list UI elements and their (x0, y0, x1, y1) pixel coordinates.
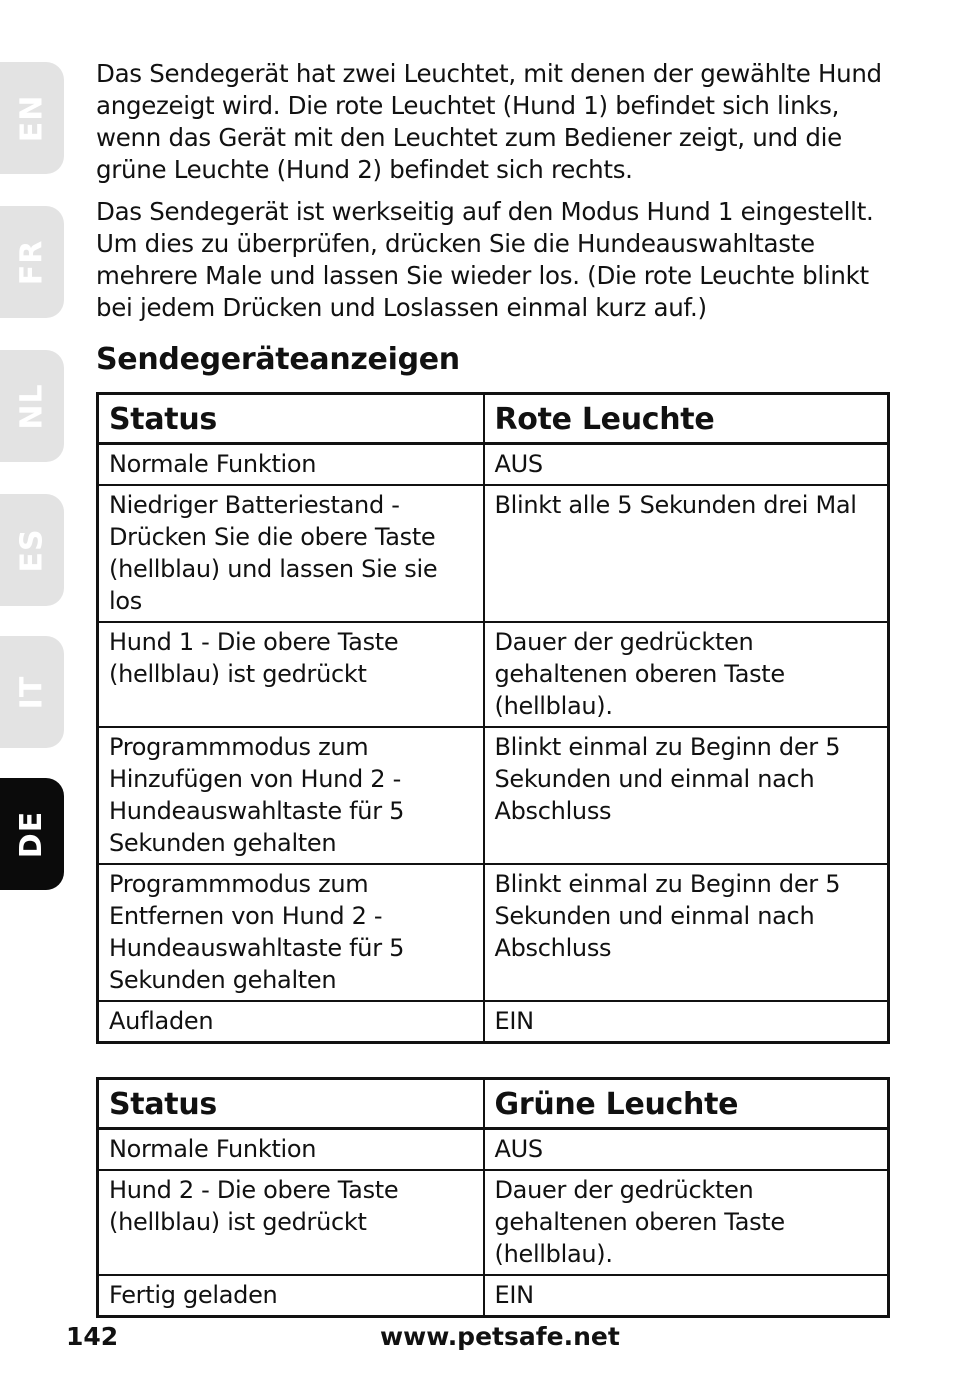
red-light-cell: Blinkt alle 5 Sekunden drei Mal (484, 485, 889, 622)
tab-nl[interactable] (0, 350, 64, 462)
table-row (98, 727, 889, 864)
tab-es[interactable] (0, 494, 64, 606)
status-cell: Normale Funktion (98, 1129, 484, 1171)
tab-en[interactable] (0, 62, 64, 174)
column-header-green-light: Grüne Leuchte (484, 1079, 889, 1129)
tab-de-label: DE (14, 810, 50, 858)
table-row (98, 864, 889, 1001)
status-cell: Programmmodus zum Hinzufügen von Hund 2 - Hundeauswahltaste für 5 Sekunden gehalten (98, 727, 484, 864)
table-row (98, 622, 889, 727)
status-cell: Normale Funktion (98, 444, 484, 486)
default-mode-paragraph: Das Sendegerät ist werkseitig auf den Modus Hund 1 eingestellt. Um dies zu überprüfen, drücken Sie die Hundeauswahltaste mehrere Male und lassen Sie wieder los. (Die rote Leuchte blinkt bei jedem Drücken und Loslassen einmal kurz auf.) (96, 197, 874, 322)
status-cell: Hund 2 - Die obere Taste (hellblau) ist gedrückt (98, 1170, 484, 1275)
green-light-cell: EIN (484, 1275, 889, 1317)
page-number: 142 (66, 1322, 119, 1351)
green-light-cell: AUS (484, 1129, 889, 1171)
table-row (98, 485, 889, 622)
table-header-row (98, 1079, 889, 1129)
table-row (98, 1129, 889, 1171)
table-row (98, 1275, 889, 1317)
red-light-cell: AUS (484, 444, 889, 486)
tab-fr-label: FR (14, 239, 50, 285)
green-light-cell: Dauer der gedrückten gehaltenen oberen Taste (hellblau). (484, 1170, 889, 1275)
red-light-cell: EIN (484, 1001, 889, 1043)
column-header-status: Status (98, 1079, 484, 1129)
footer-url[interactable]: www.petsafe.net (380, 1322, 620, 1351)
red-light-cell: Blinkt einmal zu Beginn der 5 Sekunden und einmal nach Abschluss (484, 864, 889, 1001)
tab-de[interactable] (0, 778, 64, 890)
red-light-cell: Dauer der gedrückten gehaltenen oberen Taste (hellblau). (484, 622, 889, 727)
status-cell: Programmmodus zum Entfernen von Hund 2 - Hundeauswahltaste für 5 Sekunden gehalten (98, 864, 484, 1001)
tab-es-label: ES (14, 527, 50, 573)
red-light-cell: Blinkt einmal zu Beginn der 5 Sekunden und einmal nach Abschluss (484, 727, 889, 864)
table-row (98, 1001, 889, 1043)
status-cell: Niedriger Batteriestand - Drücken Sie die obere Taste (hellblau) und lassen Sie sie los (98, 485, 484, 622)
status-cell: Aufladen (98, 1001, 484, 1043)
table-header-row (98, 394, 889, 444)
table-row (98, 444, 889, 486)
section-title: Sendegeräteanzeigen (96, 342, 460, 377)
tab-en-label: EN (14, 94, 50, 142)
red-light-table (96, 392, 890, 1044)
column-header-status: Status (98, 394, 484, 444)
green-light-table (96, 1077, 890, 1318)
tab-fr[interactable] (0, 206, 64, 318)
status-cell: Fertig geladen (98, 1275, 484, 1317)
column-header-red-light: Rote Leuchte (484, 394, 889, 444)
tab-it-label: IT (14, 675, 50, 709)
status-cell: Hund 1 - Die obere Taste (hellblau) ist gedrückt (98, 622, 484, 727)
tab-nl-label: NL (14, 382, 50, 430)
table-row (98, 1170, 889, 1275)
intro-paragraph: Das Sendegerät hat zwei Leuchtet, mit denen der gewählte Hund angezeigt wird. Die rote Leuchtet (Hund 1) befindet sich links, wenn das Gerät mit den Leuchtet zum Bediener zeigt, und die grüne Leuchte (Hund 2) befindet sich rechts. (96, 59, 882, 184)
page-content (96, 58, 896, 1318)
tab-it[interactable] (0, 636, 64, 748)
